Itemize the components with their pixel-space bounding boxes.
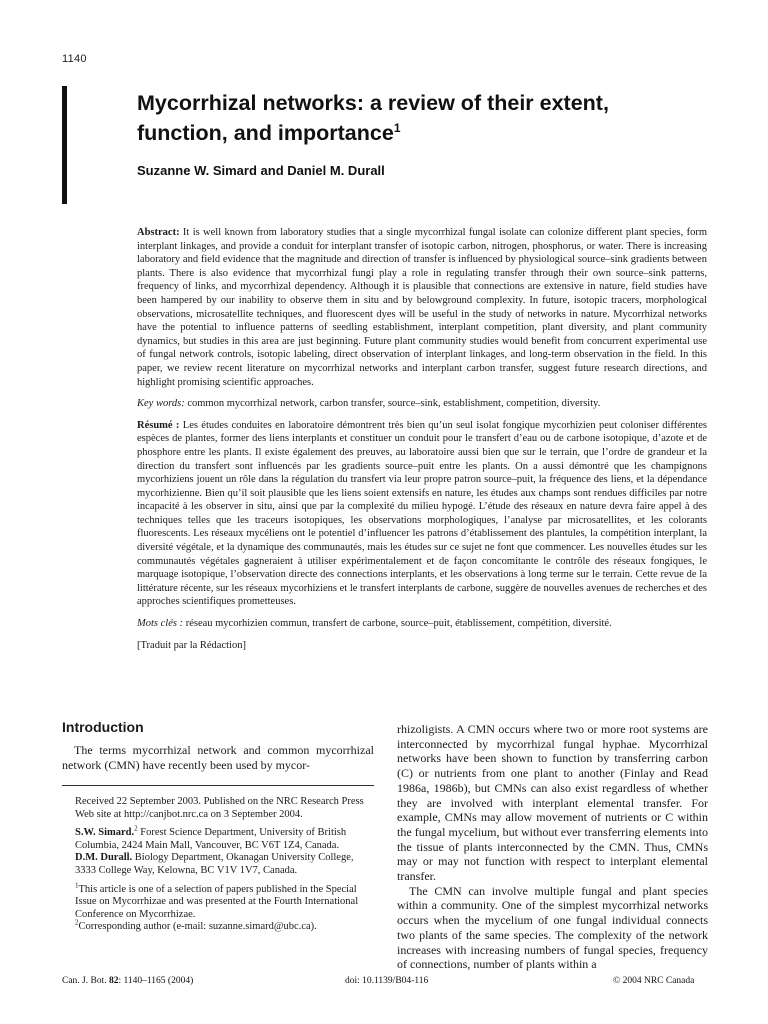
footnote-2-text: Corresponding author (e-mail: suzanne.simard@ubc.ca). (78, 921, 317, 933)
introduction-paragraph-left: The terms mycorrhizal network and common mycorrhizal network (CMN) have recently been used by mycor- (62, 743, 374, 772)
citation-prefix: Can. J. Bot. (62, 976, 109, 986)
title-rule (62, 86, 67, 204)
mots-cles-text: réseau mycorhizien commun, transfert de carbone, source–puit, établissement, compétition, diversité. (183, 618, 612, 630)
footnote-1-mark: 1 (75, 881, 79, 890)
received-note: Received 22 September 2003. Published on the NRC Research Press Web site at http://canjbot.nrc.ca on 3 September 2004. (75, 796, 364, 820)
copyright: © 2004 NRC Canada (613, 976, 695, 986)
translation-note: [Traduit par la Rédaction] (137, 639, 246, 651)
keywords-label: Key words: (137, 398, 185, 410)
abstract-label: Abstract: (137, 227, 180, 238)
doi: doi: 10.1139/B04-116 (345, 976, 429, 986)
author1-affil-text: Forest Science Department, University of British Columbia, 2424 Main Mall, Vancouver, BC V6T 1Z4, Canada. (75, 827, 347, 851)
author1-affiliation (75, 824, 374, 852)
introduction-heading: Introduction (62, 719, 144, 735)
paper-title-text: Mycorrhizal networks: a review of their extent, function, and importance (137, 91, 609, 145)
keywords (137, 397, 707, 411)
author2-affiliation (75, 852, 374, 877)
keywords-text: common mycorrhizal network, carbon transfer, source–sink, establishment, competition, diversity. (184, 398, 601, 410)
introduction-column-right (397, 722, 708, 972)
footnote-1 (75, 881, 374, 922)
citation-suffix: : 1140–1165 (2004) (118, 976, 194, 986)
author2-affil-text: Biology Department, Okanagan University College, 3333 College Way, Kelowna, BC V1V 1V7, Canada. (75, 852, 354, 876)
paper-authors: Suzanne W. Simard and Daniel M. Durall (137, 163, 385, 178)
abstract (137, 226, 707, 389)
resume-text: Les études conduites en laboratoire démontrent très bien qu’un seul isolat fongique mycorhizien peut coloniser différentes espèces de plantes, former des liens interplants et constituer un conduit pour le transfert d’eau ou de carbone isotopique, d’azote et de phosphore entre les plants. Il existe également des preuves, au laboratoire aussi bien que sur le terrain, que l’ordre de grandeur et la direction du transfert sont influencés par les gradients source–puit entre les plants. On a aussi démontré que les champignons mycorhiziens jouent un rôle dans la régulation du transfert via leur propre patron source–puit, la fréquence des liens, et la dépendance mycorhizienne. Bien qu’il soit plausible que les liens soient extensifs en nature, les études aux champs sont rendues difficiles par notre incapacité à les observer in situ, ainsi que par la complexité du milieu hypogé. L’étude des réseaux en nature devra faire appel à des techniques telles que les traceurs isotopiques, les observations morphologiques, l’analyse par microsatellites, et les colorants fluorescents. Les réseaux mycéliens ont le potentiel d’influencer les patrons d’établissement des plantules, la compétition interplant, la diversité végétale, et la dynamique des communautés, mais les études sur ce sujet ne font que commencer. Les nouvelles études sur les communautés végétales gagneraient à utiliser expérimentalement et de façon concomitante le contrôle des réseaux fongiques, le marquage isotopique, l’observation directe des connections interplants, et les observations à long terme sur le terrain. Cette revue de la littérature récente, sur les réseaux mycorhiziens et le transfert interplants de carbone, suggère de nouvelles avenues de recherches et des approches scientifiques prometteuses. (137, 419, 707, 608)
abstract-text: It is well known from laboratory studies that a single mycorrhizal fungal isolate can colonize different plant species, form interplant linkages, and provide a conduit for interplant transfer of isotopic carbon, nitrogen, phosphorus, or water. There is increasing laboratory and field evidence that the magnitude and direction of transfer is influenced by physiological source–sink gradients between plants. There is also evidence that mycorrhizal fungi play a role in regulating transfer through their own source–sink patterns, frequency of links, and mycorrhizal dependency. Although it is plausible that connections are extensive in nature, field studies have been hampered by our inability to observe them in situ and by belowground complexity. In future, isotopic tracers, morphological observations, microsatellite techniques, and fluorescent dyes will be useful in the study of networks in nature. Mycorrhizal networks have the potential to influence patterns of seedling establishment, interplant competition, plant diversity, and plant community dynamics, but studies in this area are just beginning. Future plant community studies would benefit from concurrent experimental use of fungal network controls, isotopic labeling, direct observation of interplant linkages, and long-term observation in the field. In this paper, we review recent literature on mycorrhizal networks and interplant carbon transfer, suggest future research directions, and highlight promising scientific approaches. (137, 227, 707, 388)
footnote-2 (75, 918, 374, 934)
footnote-1-text: This article is one of a selection of papers published in the Special Issue on Mycorrhizae and was presented at the Fourth International Conference on Mycorrhizae. (75, 883, 359, 920)
mots-cles-label: Mots clés : (137, 618, 184, 630)
paper-title (137, 88, 697, 148)
abstract-block (137, 226, 707, 652)
introduction-paragraph-2: The CMN can involve multiple fungal and plant species within a community. One of the simplest mycorrhizal networks occurs when the mycelium of one fungal individual connects two plants of the same species. The complexity of the network increases with increasing numbers of fungal species, frequency of connections, number of plants within a (397, 883, 708, 972)
citation-volume: 82 (108, 976, 119, 986)
page-number: 1140 (62, 53, 87, 65)
title-footnote-mark: 1 (393, 120, 401, 135)
author2-name: D.M. Durall. (75, 852, 133, 864)
resume-label: Résumé : (137, 419, 180, 431)
footnote-2-mark: 2 (75, 918, 79, 927)
author1-name: S.W. Simard. (75, 827, 135, 839)
resume (137, 419, 707, 609)
citation (62, 976, 193, 986)
article-notes (62, 785, 374, 934)
author1-mark: 2 (134, 824, 138, 833)
introduction-paragraph-1: rhizoligists. A CMN occurs where two or more root systems are interconnected by mycorrhizal fungal hyphae. Mycorrhizal networks have been shown to function by transferring carbon (C) or nutrients from one plant to another (Finlay and Read 1986a, 1986b), but CMNs can also exist regardless of whether they are involved with interplant elemental transfer. For example, CMNs may allow movement of nutrients or C within the fungal mycelium, but without ever transferring elements into the tissue of plants interconnected by the CMN. Thus, CMNs may or may not function with respect to interplant elemental transfer. (397, 722, 708, 884)
mots-cles (137, 617, 707, 631)
